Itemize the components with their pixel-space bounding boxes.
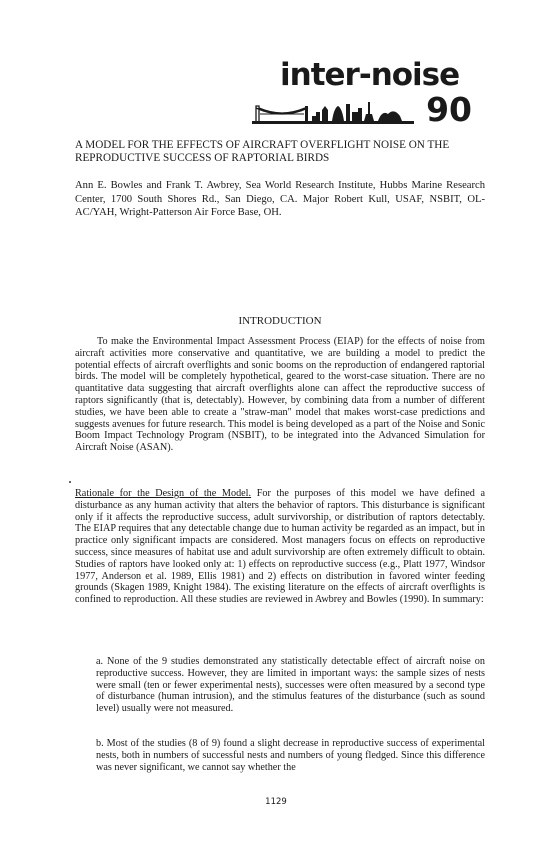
skyline-bridge-icon [252, 94, 414, 126]
page-number: 1129 [265, 797, 287, 807]
conference-logo [252, 58, 474, 130]
rationale-paragraph [75, 488, 485, 606]
author-affiliations: Ann E. Bowles and Frank T. Awbrey, Sea World Research Institute, Hubbs Marine Research Center, 1700 South Shores Rd., San Diego, CA. Major Robert Kull, USAF, NSBIT, OL-AC/YAH, Wright-Patterson Air Force Base, OH. [75, 180, 485, 218]
summary-item-b: b. Most of the studies (8 of 9) found a slight decrease in reproductive success of experimental nests, both in numbers of successful nests and numbers of young fledged. Since this difference was never significant, we cannot say whether the [96, 738, 485, 773]
margin-mark [69, 481, 71, 483]
summary-item-a: a. None of the 9 studies demonstrated any statistically detectable effect of aircraft noise on reproductive success. However, they are limited in important ways: the sample sizes of nests were small (ten or fewer experimental nests), successes were often measured by a second type of disturbance (human intrusion), and the stimulus features of the disturbance (such as sound level) usually were not measured. [96, 656, 485, 715]
section-heading: INTRODUCTION [238, 315, 322, 327]
logo-wordmark: inter-noise [280, 57, 460, 93]
rationale-heading: Rationale for the Design of the Model. [75, 488, 252, 499]
intro-paragraph: To make the Environmental Impact Assessment Process (EIAP) for the effects of noise from aircraft activities more conservative and quantitative, we are building a model to predict the potential effects of aircraft overflights and sonic booms on the reproduction of endangered raptorial birds. The model will be completely hypothetical, geared to the worst-case situation. There are no quantitative data suggesting that aircraft overflights alone can affect the reproductive success of raptors significantly (that is, detectably). However, by combining data from a number of different studies, we have been able to create a "straw-man" model that makes worst-case predictions and suggests avenues for future research. This model is being developed as a part of the Noise and Sonic Boom Impact Technology Program (NSBIT), to be integrated into the Advanced Simulation for Aircraft Noise (ASAN). [75, 336, 485, 454]
rationale-text: For the purposes of this model we have defined a disturbance as any human activity that alters the behavior of raptors. This disturbance is significant only if it affects the reproductive success, adult survivorship, or distribution of raptors detectably. The EIAP requires that any detectable change due to human activity be regarded as an impact, but in practice only significant impacts are considered. Most managers focus on effects on reproductive success, since measures of habitat use and adult survivorship are often extremely difficult to obtain. Studies of raptors have looked only at: 1) effects on reproductive success (e.g., Platt 1977, Windsor 1977, Anderson et al. 1989, Ellis 1981) and 2) effects on distribution in favored winter feeding grounds (Skagen 1989, Knight 1984). The existing literature on the effects of aircraft overflights is confined to reproduction. All these studies are reviewed in Awbrey and Bowles (1990). In summary: [75, 488, 485, 606]
paper-title: A MODEL FOR THE EFFECTS OF AIRCRAFT OVERFLIGHT NOISE ON THE REPRODUCTIVE SUCCESS OF RAPTORIAL BIRDS [75, 139, 450, 164]
logo-year: 90 [426, 90, 472, 129]
